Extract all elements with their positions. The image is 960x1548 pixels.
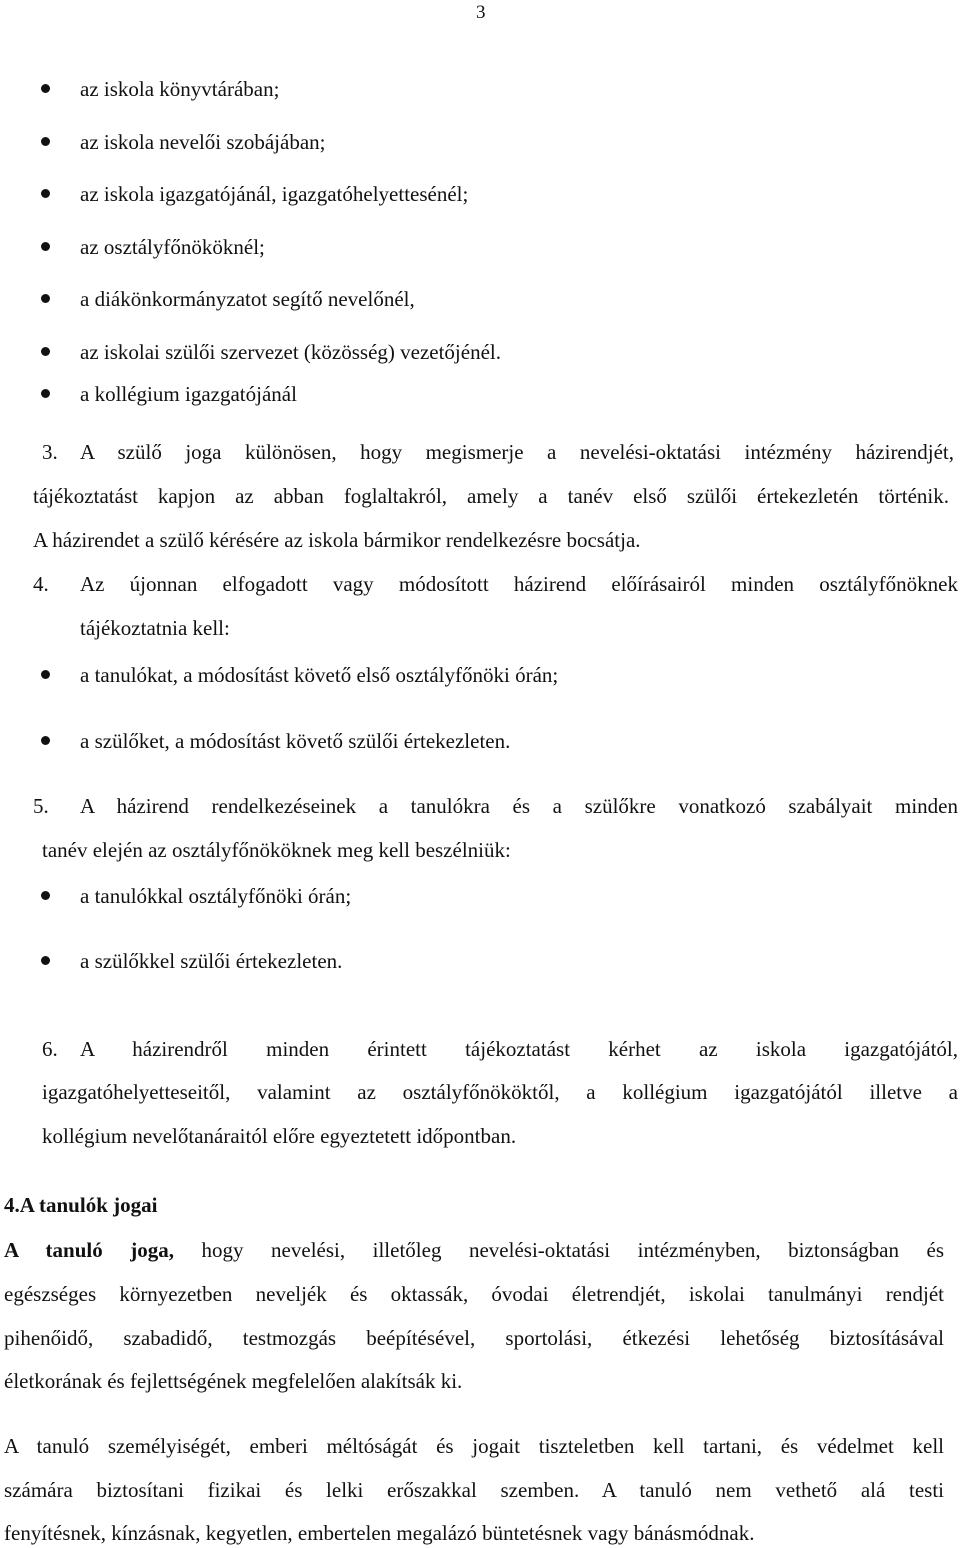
bullet-icon [41, 137, 50, 146]
paragraph-line-rest: hogy nevelési, illetőleg nevelési-oktatási intézményben, biztonságban és [201, 1238, 944, 1262]
paragraph-line: igazgatóhelyetteseitől, valamint az osztályfőnököktől, a kollégium igazgatójától illetve a [42, 1080, 958, 1104]
paragraph-line: A tanuló személyiségét, emberi méltóságát és jogait tiszteletben kell tartani, és védelmet kell [4, 1434, 944, 1458]
bullet-icon [41, 670, 50, 679]
list-item-text: a szülőket, a módosítást követő szülői értekezleten. [80, 729, 511, 753]
item-number: 6. [42, 1037, 58, 1061]
paragraph-line: A házirendet a szülő kérésére az iskola bármikor rendelkezésre bocsátja. [33, 528, 641, 552]
paragraph-line: fenyítésnek, kínzásnak, kegyetlen, embertelen megalázó büntetésnek vagy bánásmódnak. [4, 1521, 755, 1545]
paragraph-line [4, 1235, 944, 1265]
bullet-icon [41, 389, 50, 398]
list-item-text: a tanulókkal osztályfőnöki órán; [80, 884, 352, 908]
bullet-icon [41, 347, 50, 356]
paragraph-line: A házirendről minden érintett tájékoztatást kérhet az iskola igazgatójától, [80, 1037, 958, 1061]
bullet-icon [41, 891, 50, 900]
bullet-icon [41, 84, 50, 93]
item-number: 4. [33, 572, 49, 596]
list-item-text: az iskola könyvtárában; [80, 77, 280, 101]
list-item-text: az iskola nevelői szobájában; [80, 130, 326, 154]
paragraph-line: pihenőidő, szabadidő, testmozgás beépítésével, sportolási, étkezési lehetőség biztosításával [4, 1326, 944, 1350]
list-item-text: az osztályfőnököknél; [80, 235, 265, 259]
bullet-icon [41, 294, 50, 303]
page-number: 3 [476, 2, 486, 23]
bold-lead: A tanuló joga, [4, 1238, 174, 1262]
list-item-text: a kollégium igazgatójánál [80, 382, 297, 406]
paragraph-line: A szülő joga különösen, hogy megismerje a nevelési-oktatási intézmény házirendjét, [80, 440, 954, 464]
item-number: 3. [42, 440, 58, 464]
paragraph-line: életkorának és fejlettségének megfelelően alakítsák ki. [4, 1369, 463, 1393]
paragraph-line: kollégium nevelőtanáraitól előre egyeztetett időpontban. [42, 1124, 517, 1148]
paragraph-line: tájékoztatást kapjon az abban foglaltakról, amely a tanév első szülői értekezletén történik. [33, 484, 949, 508]
bullet-icon [41, 736, 50, 745]
list-item-text: a szülőkkel szülői értekezleten. [80, 949, 343, 973]
paragraph-line: Az újonnan elfogadott vagy módosított házirend előírásairól minden osztályfőnöknek [80, 572, 958, 596]
section-heading: 4.A tanulók jogai [4, 1193, 158, 1217]
bullet-icon [41, 956, 50, 965]
paragraph-line: tanév elején az osztályfőnököknek meg kell beszélniük: [42, 838, 511, 862]
list-item-text: a diákönkormányzatot segítő nevelőnél, [80, 287, 415, 311]
bullet-icon [41, 189, 50, 198]
list-item-text: a tanulókat, a módosítást követő első osztályfőnöki órán; [80, 663, 559, 687]
paragraph-line: számára biztosítani fizikai és lelki erőszakkal szemben. A tanuló nem vethető alá testi [4, 1478, 944, 1502]
paragraph-line: A házirend rendelkezéseinek a tanulókra és a szülőkre vonatkozó szabályait minden [80, 794, 958, 818]
list-item-text: az iskolai szülői szervezet (közösség) vezetőjénél. [80, 340, 501, 364]
list-item-text: az iskola igazgatójánál, igazgatóhelyettesénél; [80, 182, 469, 206]
item-number: 5. [33, 794, 49, 818]
paragraph-line: egészséges környezetben neveljék és oktassák, óvodai életrendjét, iskolai tanulmányi rendjét [4, 1282, 944, 1306]
bullet-icon [41, 242, 50, 251]
paragraph-line: tájékoztatnia kell: [80, 616, 230, 640]
